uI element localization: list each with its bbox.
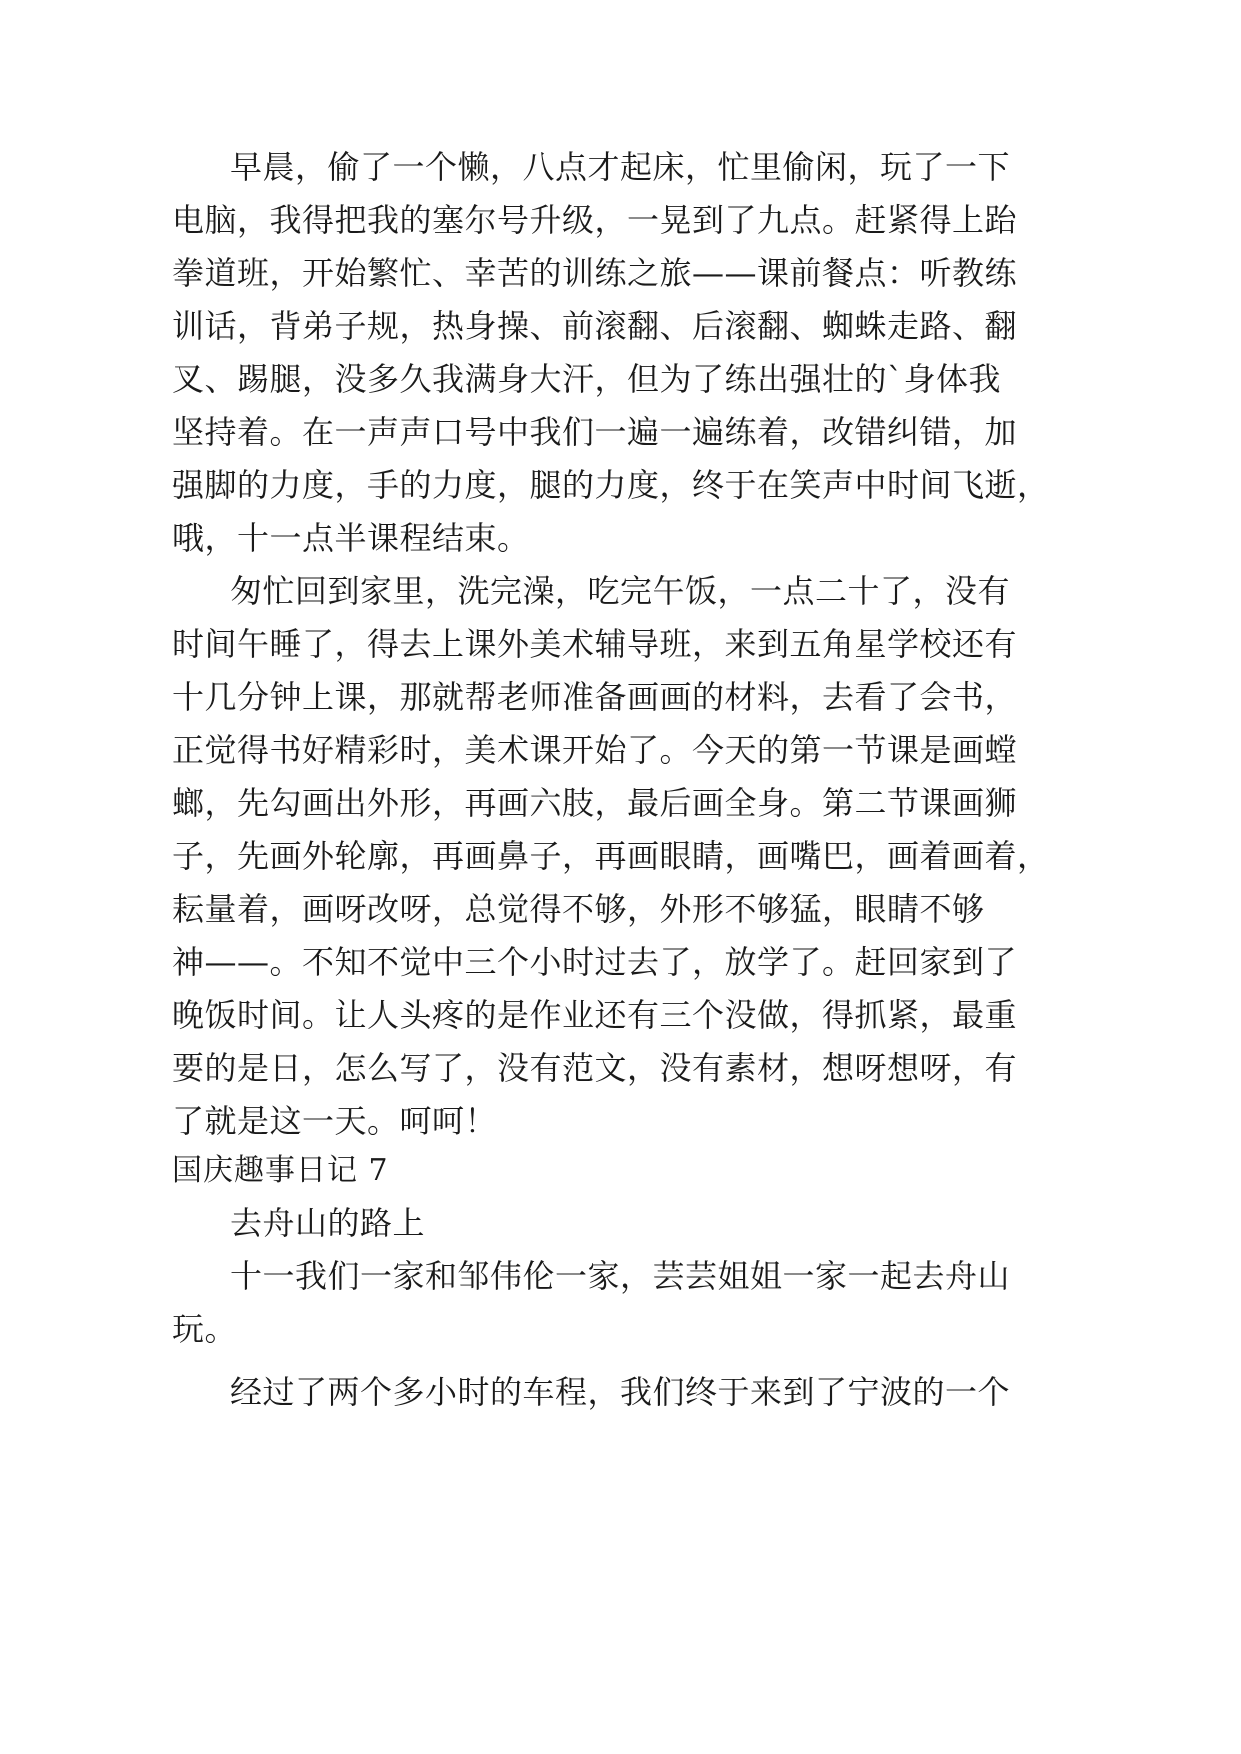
paragraph-3-line-1: 十一我们一家和邹伟伦一家，芸芸姐姐一家一起去舟山 (230, 1257, 1011, 1295)
paragraph-2-line-11: 了就是这一天。呵呵！ (172, 1102, 498, 1140)
paragraph-1-line-3: 拳道班，开始繁忙、幸苦的训练之旅——课前餐点：听教练 (172, 254, 1018, 292)
paragraph-1-line-6: 坚持着。在一声声口号中我们一遍一遍练着，改错纠错，加 (172, 413, 1018, 451)
paragraph-2-line-6: 子，先画外轮廓，再画鼻子，再画眼睛，画嘴巴，画着画着， (172, 837, 1050, 875)
paragraph-1-line-7: 强脚的力度，手的力度，腿的力度，终于在笑声中时间飞逝， (172, 466, 1050, 504)
paragraph-2-line-8: 神——。不知不觉中三个小时过去了，放学了。赶回家到了 (172, 943, 1018, 981)
paragraph-1-line-8: 哦，十一点半课程结束。 (172, 519, 530, 557)
paragraph-4-line-1: 经过了两个多小时的车程，我们终于来到了宁波的一个 (230, 1373, 1011, 1411)
paragraph-2-line-5: 螂，先勾画出外形，再画六肢，最后画全身。第二节课画狮 (172, 784, 1018, 822)
paragraph-1-line-2: 电脑，我得把我的塞尔号升级，一晃到了九点。赶紧得上跆 (172, 201, 1018, 239)
paragraph-1-line-5: 叉、踢腿，没多久我满身大汗，但为了练出强壮的`身体我 (172, 360, 1002, 398)
paragraph-2-line-2: 时间午睡了，得去上课外美术辅导班，来到五角星学校还有 (172, 625, 1018, 663)
paragraph-2-line-10: 要的是日，怎么写了，没有范文，没有素材，想呀想呀，有 (172, 1049, 1018, 1087)
paragraph-2-line-4: 正觉得书好精彩时，美术课开始了。今天的第一节课是画螳 (172, 731, 1018, 769)
paragraph-2-line-1: 匆忙回到家里，洗完澡，吃完午饭，一点二十了，没有 (230, 572, 1011, 610)
paragraph-1-line-1: 早晨，偷了一个懒，八点才起床，忙里偷闲，玩了一下 (230, 148, 1011, 186)
subtitle: 去舟山的路上 (230, 1204, 426, 1242)
paragraph-2-line-9: 晚饭时间。让人头疼的是作业还有三个没做，得抓紧，最重 (172, 996, 1018, 1034)
paragraph-2-line-3: 十几分钟上课，那就帮老师准备画画的材料，去看了会书， (172, 678, 1018, 716)
paragraph-2-line-7: 耘量着，画呀改呀，总觉得不够，外形不够猛，眼睛不够 (172, 890, 985, 928)
paragraph-1-line-4: 训话，背弟子规，热身操、前滚翻、后滚翻、蜘蛛走路、翻 (172, 307, 1018, 345)
section-title: 国庆趣事日记 7 (172, 1153, 389, 1188)
paragraph-3-line-2: 玩。 (172, 1310, 238, 1348)
